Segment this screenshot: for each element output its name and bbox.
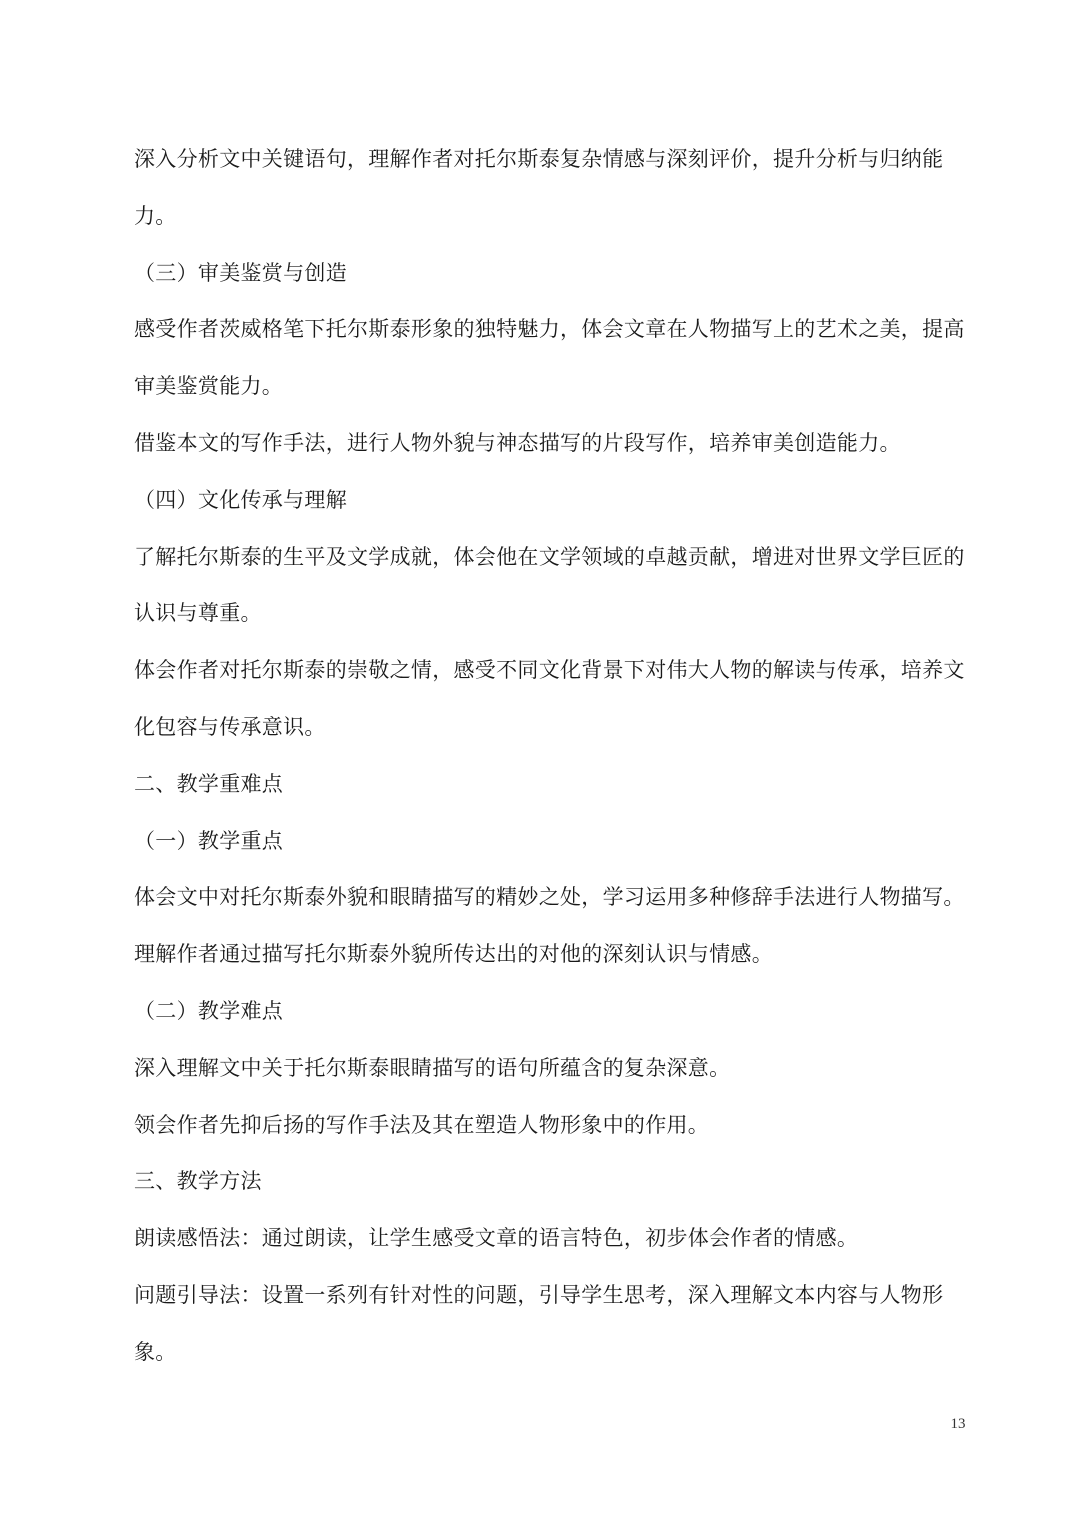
paragraph: 体会文中对托尔斯泰外貌和眼睛描写的精妙之处，学习运用多种修辞手法进行人物描写。 <box>134 885 965 910</box>
section-heading: （三）审美鉴赏与创造 <box>134 260 347 285</box>
paragraph: 深入理解文中关于托尔斯泰眼睛描写的语句所蕴含的复杂深意。 <box>134 1055 731 1080</box>
chapter-heading: 二、教学重难点 <box>134 771 284 796</box>
document-body <box>134 131 974 1381</box>
section-heading: （一）教学重点 <box>134 828 284 853</box>
page-number: 13 <box>950 1416 966 1432</box>
paragraph: 感受作者茨威格笔下托尔斯泰形象的独特魅力，体会文章在人物描写上的艺术之美，提高审美鉴赏能力。 <box>134 317 965 399</box>
paragraph: 借鉴本文的写作手法，进行人物外貌与神态描写的片段写作，培养审美创造能力。 <box>134 430 901 455</box>
paragraph: 体会作者对托尔斯泰的崇敬之情，感受不同文化背景下对伟大人物的解读与传承，培养文化包容与传承意识。 <box>134 658 965 739</box>
section-heading: （四）文化传承与理解 <box>134 487 347 512</box>
paragraph: 朗读感悟法：通过朗读，让学生感受文章的语言特色，初步体会作者的情感。 <box>134 1226 859 1251</box>
chapter-heading: 三、教学方法 <box>134 1169 262 1194</box>
paragraph: 领会作者先抑后扬的写作手法及其在塑造人物形象中的作用。 <box>134 1112 710 1137</box>
paragraph: 问题引导法：设置一系列有针对性的问题，引导学生思考，深入理解文本内容与人物形象。 <box>134 1282 944 1364</box>
section-heading: （二）教学难点 <box>134 998 284 1023</box>
paragraph: 了解托尔斯泰的生平及文学成就，体会他在文学领域的卓越贡献，增进对世界文学巨匠的认识与尊重。 <box>134 544 965 626</box>
paragraph: 深入分析文中关键语句，理解作者对托尔斯泰复杂情感与深刻评价，提升分析与归纳能力。 <box>134 147 944 228</box>
paragraph: 理解作者通过描写托尔斯泰外貌所传达出的对他的深刻认识与情感。 <box>134 942 773 967</box>
